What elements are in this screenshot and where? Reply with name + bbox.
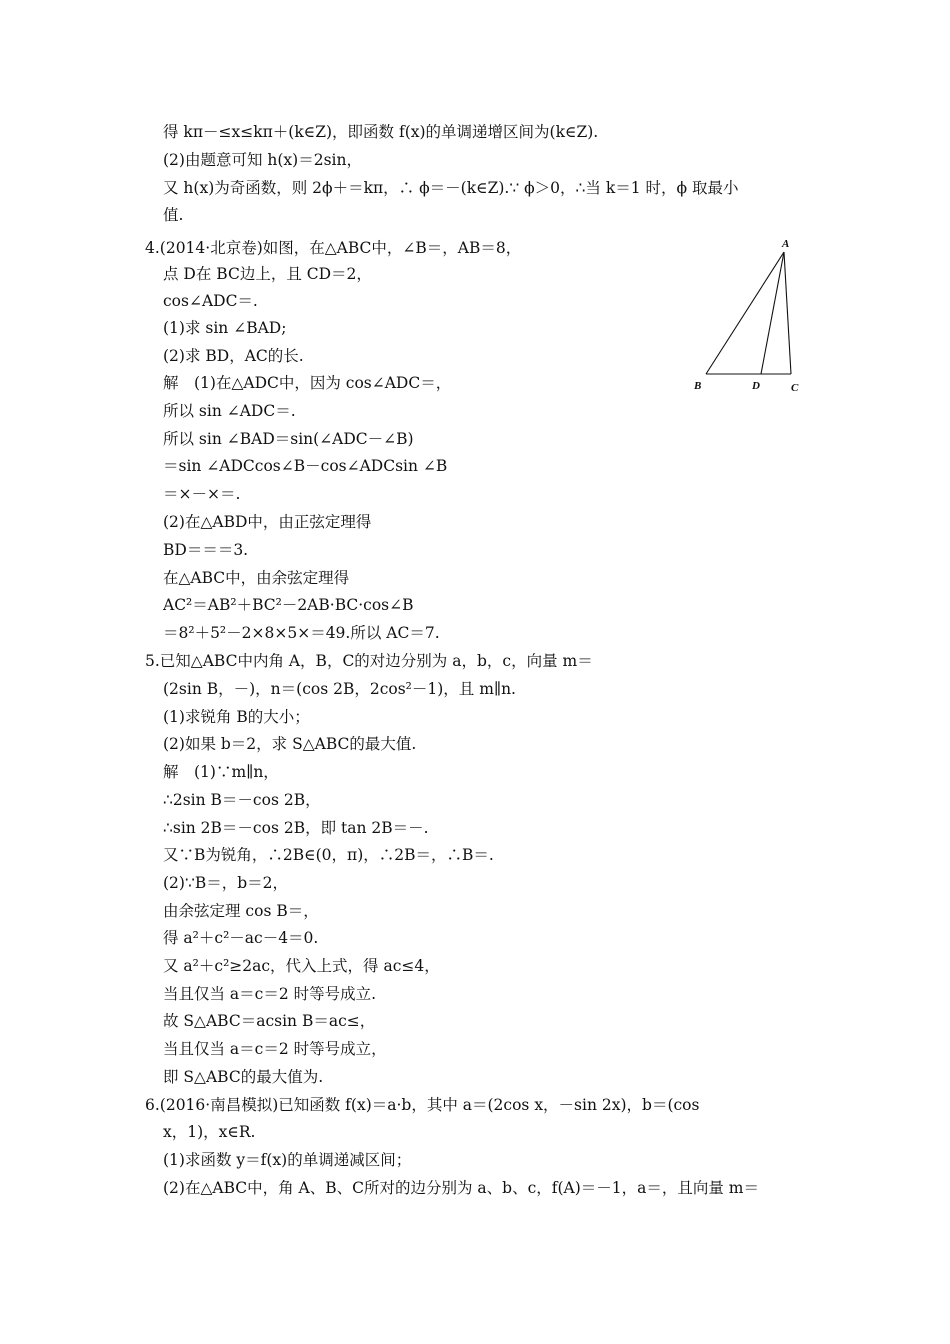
text-line: 在△ABC中，由余弦定理得 — [163, 569, 350, 587]
text-line: (2)∵B＝，b＝2， — [163, 874, 288, 892]
text-line: ＝8²＋5²－2×8×5×＝49.所以 AC＝7. — [163, 624, 440, 642]
text-line: 故 S△ABC＝acsin B＝ac≤， — [163, 1012, 376, 1030]
solution-label: 解 (1)在△ADC中，因为 cos∠ADC＝， — [163, 374, 452, 392]
text-line: 又∵B为锐角，∴2B∈(0，π)，∴2B＝，∴B＝. — [163, 846, 494, 864]
text-line: 所以 sin ∠ADC＝. — [163, 402, 296, 420]
text-line: ∴sin 2B＝－cos 2B，即 tan 2B＝－. — [163, 819, 429, 837]
text-line: 点 D在 BC边上，且 CD＝2， — [163, 265, 372, 283]
solution-label: 解 (1)∵m∥n， — [163, 763, 279, 781]
text-line: (2)在△ABC中，角 A、B、C所对的边分别为 a、b、c，f(A)＝－1，a＝，且向量 m＝ — [163, 1179, 760, 1197]
text-line: x，1)，x∈R. — [163, 1123, 256, 1141]
text-line: 当且仅当 a＝c＝2 时等号成立. — [163, 985, 377, 1003]
side-ac — [784, 252, 791, 374]
text-line: 得 kπ－≤x≤kπ＋(k∈Z)，即函数 f(x)的单调递增区间为(k∈Z). — [163, 123, 599, 141]
text-line: 当且仅当 a＝c＝2 时等号成立， — [163, 1040, 387, 1058]
text-line: (2)由题意可知 h(x)＝2sin， — [163, 151, 362, 169]
text-line: (1)求函数 y＝f(x)的单调递减区间； — [163, 1151, 412, 1169]
vertex-label-a: A — [782, 238, 790, 250]
text-line: 即 S△ABC的最大值为. — [163, 1068, 324, 1086]
text-line: AC²＝AB²＋BC²－2AB·BC·cos∠B — [163, 596, 414, 614]
triangle-svg — [690, 236, 810, 396]
text-line: 所以 sin ∠BAD＝sin(∠ADC－∠B) — [163, 430, 414, 448]
text-line: ＝sin ∠ADCcos∠B－cos∠ADCsin ∠B — [163, 457, 448, 475]
vertex-label-b: B — [694, 380, 702, 392]
text-line: 又 h(x)为奇函数，则 2ϕ＋＝kπ，∴ ϕ＝－(k∈Z).∵ ϕ＞0，∴当 k＝1 时，ϕ 取最小 — [163, 179, 739, 197]
triangle-figure — [690, 236, 810, 396]
problem-4-heading: 4.(2014·北京卷)如图，在△ABC中，∠B＝，AB＝8， — [145, 239, 522, 257]
vertex-label-c: C — [791, 382, 799, 394]
text-line: (2sin B，－)，n＝(cos 2B，2cos²－1)，且 m∥n. — [163, 680, 516, 698]
text-line: 由余弦定理 cos B＝， — [163, 902, 319, 920]
text-line: 又 a²＋c²≥2ac，代入上式，得 ac≤4， — [163, 957, 440, 975]
text-line: (2)求 BD，AC的长. — [163, 347, 304, 365]
problem-5-heading: 5.已知△ABC中内角 A，B，C的对边分别为 a，b，c，向量 m＝ — [145, 652, 593, 670]
text-line: (2)如果 b＝2，求 S△ABC的最大值. — [163, 735, 417, 753]
text-line: cos∠ADC＝. — [163, 292, 258, 310]
text-line: ∴2sin B＝－cos 2B， — [163, 791, 321, 809]
text-line: 值. — [163, 206, 184, 224]
text-line: (2)在△ABD中，由正弦定理得 — [163, 513, 372, 531]
text-line: (1)求锐角 B的大小； — [163, 708, 310, 726]
text-line: BD＝＝＝3. — [163, 541, 249, 559]
text-line: (1)求 sin ∠BAD; — [163, 319, 287, 337]
text-line: 得 a²＋c²－ac－4＝0. — [163, 929, 319, 947]
vertex-label-d: D — [752, 380, 760, 392]
problem-6-heading: 6.(2016·南昌模拟)已知函数 f(x)＝a·b，其中 a＝(2cos x，－sin 2x)，b＝(cos — [145, 1096, 700, 1114]
text-line: ＝×－×＝. — [163, 485, 241, 503]
